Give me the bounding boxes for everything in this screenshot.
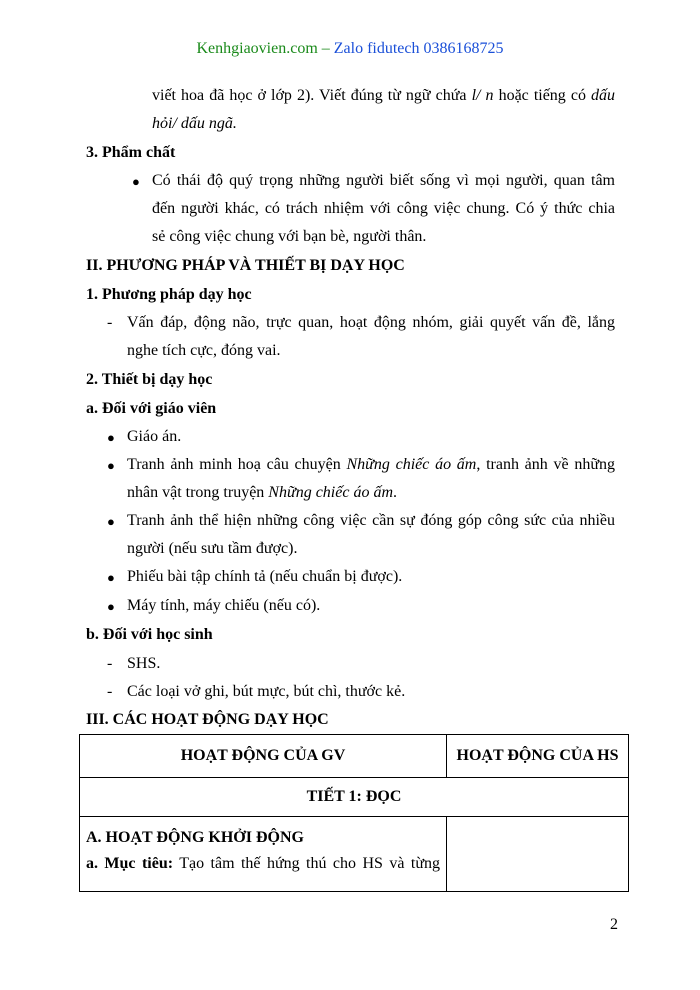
activity-title: A. HOẠT ĐỘNG KHỞI ĐỘNG bbox=[86, 829, 304, 846]
teacher-item-1: Giáo án. bbox=[127, 428, 182, 445]
gv-activity-cell bbox=[80, 817, 447, 892]
header-separator: – bbox=[317, 40, 334, 57]
bullet-icon: ● bbox=[107, 430, 115, 445]
table-row bbox=[80, 778, 629, 817]
col-header-hs: HOẠT ĐỘNG CỦA HS bbox=[447, 735, 629, 778]
page-number: 2 bbox=[610, 916, 618, 933]
intro-line-2: hỏi/ dấu ngã. bbox=[152, 115, 237, 132]
method-heading: 1. Phương pháp dạy học bbox=[86, 286, 252, 303]
student-heading: b. Đối với học sinh bbox=[86, 626, 213, 643]
activity-table bbox=[79, 734, 629, 892]
activity-goal: a. Mục tiêu: Tạo tâm thế hứng thú cho HS và từng bbox=[86, 855, 441, 872]
dash-marker: - bbox=[107, 655, 113, 672]
teacher-item-5: Máy tính, máy chiếu (nếu có). bbox=[127, 597, 321, 614]
equipment-heading: 2. Thiết bị dạy học bbox=[86, 371, 213, 388]
student-item-2: Các loại vở ghi, bút mực, bút chì, thước kẻ. bbox=[127, 683, 406, 700]
method-line-2: nghe tích cực, đóng vai. bbox=[127, 342, 281, 359]
quality-line-2: đến người khác, có trách nhiệm với công việc chung. Có ý thức chia bbox=[152, 200, 615, 217]
teacher-item-4: Phiếu bài tập chính tả (nếu chuẩn bị được). bbox=[127, 568, 403, 585]
intro-line-1: viết hoa đã học ở lớp 2). Viết đúng từ ngữ chứa l/ n hoặc tiếng có dấu bbox=[152, 87, 616, 104]
header-site[interactable]: Kenhgiaovien.com bbox=[196, 40, 318, 57]
student-item-1: SHS. bbox=[127, 655, 161, 672]
dash-marker: - bbox=[107, 683, 113, 700]
dash-marker: - bbox=[107, 314, 113, 331]
teacher-item-3: Tranh ảnh thể hiện những công việc cần sự đóng góp công sức của nhiều bbox=[127, 512, 615, 529]
page-header bbox=[0, 40, 700, 58]
quality-line-3: sẻ công việc chung với bạn bè, người thân. bbox=[152, 228, 427, 245]
table-row bbox=[80, 817, 629, 892]
table-header-row bbox=[80, 735, 629, 778]
bullet-icon: ● bbox=[107, 514, 115, 529]
col-header-gv: HOẠT ĐỘNG CỦA GV bbox=[80, 735, 447, 778]
bullet-icon: ● bbox=[107, 458, 115, 473]
teacher-item-2-cont: nhân vật trong truyện Những chiếc áo ấm. bbox=[127, 484, 397, 501]
teacher-item-2: Tranh ảnh minh hoạ câu chuyện Những chiếc áo ấm, tranh ảnh về những bbox=[127, 456, 616, 473]
tiet-label: TIẾT 1: ĐỌC bbox=[80, 778, 629, 817]
bullet-icon: ● bbox=[107, 570, 115, 585]
teacher-item-3-cont: người (nếu sưu tầm được). bbox=[127, 540, 298, 557]
method-line-1: Vấn đáp, động não, trực quan, hoạt động nhóm, giải quyết vấn đề, lắng bbox=[127, 314, 615, 331]
bullet-icon: ● bbox=[107, 599, 115, 614]
hs-activity-cell bbox=[447, 817, 629, 892]
section-3-heading: 3. Phẩm chất bbox=[86, 144, 176, 161]
quality-line-1: Có thái độ quý trọng những người biết sống vì mọi người, quan tâm bbox=[152, 172, 615, 189]
section-II-heading: II. PHƯƠNG PHÁP VÀ THIẾT BỊ DẠY HỌC bbox=[86, 257, 405, 274]
teacher-heading: a. Đối với giáo viên bbox=[86, 400, 217, 417]
bullet-icon: ● bbox=[132, 174, 140, 189]
section-III-heading: III. CÁC HOẠT ĐỘNG DẠY HỌC bbox=[86, 711, 329, 728]
header-contact[interactable]: Zalo fidutech 0386168725 bbox=[333, 40, 504, 57]
